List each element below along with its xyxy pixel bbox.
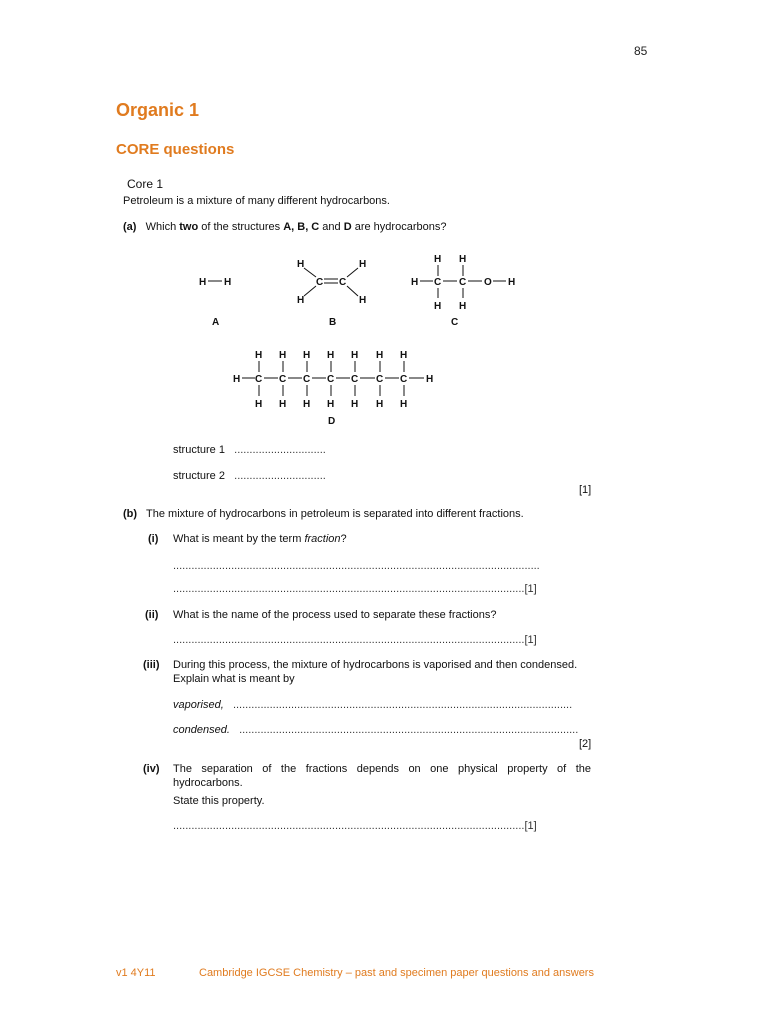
atom-h: H (434, 301, 442, 312)
core-label: Core 1 (127, 177, 164, 191)
vaporised-label: vaporised, (173, 699, 224, 711)
page-title: Organic 1 (116, 100, 200, 120)
atom-h: H (233, 374, 241, 385)
question-b-i-q-end: ? (340, 533, 347, 545)
structure-2-answer[interactable]: .............................. (234, 470, 326, 482)
atom-c: C (327, 374, 335, 385)
bond (347, 286, 358, 296)
section-subtitle: CORE questions (116, 141, 235, 158)
atom-c: C (351, 374, 359, 385)
question-b-iv-text-3: State this property. (173, 795, 265, 807)
structure-b (297, 259, 366, 328)
structure-1-label: structure 1 (173, 444, 225, 456)
structure-label-a: A (212, 317, 220, 328)
structure-a (199, 277, 231, 328)
atom-h: H (400, 350, 408, 361)
question-intro: Petroleum is a mixture of many different hydrocarbons. (123, 195, 390, 207)
atom-h: H (426, 374, 434, 385)
structure-c (411, 254, 515, 328)
question-a-emph-two: two (179, 221, 199, 233)
question-b-iv-label: (iv) (143, 763, 160, 775)
atom-h: H (279, 399, 287, 410)
structures-diagram (0, 0, 768, 440)
structure-label-b: B (329, 317, 337, 328)
question-b-iii-text-2: Explain what is meant by (173, 673, 295, 685)
atom-h: H (327, 350, 335, 361)
question-b-iv-text-2: hydrocarbons. (173, 777, 243, 789)
atom-h: H (400, 399, 408, 410)
atom-c: C (303, 374, 311, 385)
atom-h: H (359, 259, 367, 270)
vaporised-line (173, 699, 572, 711)
atom-h: H (224, 277, 232, 288)
structure-label-c: C (451, 317, 459, 328)
vaporised-answer[interactable]: ............................................................................................................... (232, 699, 573, 711)
bond (304, 286, 316, 296)
question-b-i-label: (i) (148, 533, 159, 545)
atom-h: H (303, 399, 311, 410)
atom-c: C (316, 277, 324, 288)
question-b-iii-label: (iii) (143, 659, 160, 671)
atom-o: O (484, 277, 492, 288)
question-a-and: and (319, 221, 344, 233)
structure-1-line (173, 444, 326, 456)
question-a-text-mid: of the structures (198, 221, 284, 233)
question-b-i-term: fraction (304, 533, 341, 545)
page-number: 85 (634, 44, 648, 58)
question-a-letter-d: D (343, 221, 352, 233)
atom-h: H (255, 399, 263, 410)
question-b-iv-text-1: The separation of the fractions depends on one physical property of the (173, 763, 591, 775)
structure-2-label: structure 2 (173, 470, 225, 482)
structure-1-answer[interactable]: .............................. (234, 444, 326, 456)
question-b-ii-label: (ii) (145, 609, 159, 621)
atom-c: C (459, 277, 467, 288)
atom-h: H (327, 399, 335, 410)
atom-h: H (297, 259, 305, 270)
atom-h: H (199, 277, 207, 288)
atom-h: H (297, 295, 305, 306)
question-b-iii-text-1: During this process, the mixture of hydrocarbons is vaporised and then condensed. (173, 659, 578, 671)
footer-title: Cambridge IGCSE Chemistry – past and specimen paper questions and answers (199, 967, 594, 979)
answer-line-b-iv[interactable]: ...................................................................................................................[1] (173, 820, 537, 832)
mark-b-iii: [2] (579, 738, 592, 750)
question-b-label: (b) (123, 508, 138, 520)
question-a-letters: A, B, C (283, 221, 320, 233)
atom-c: C (434, 277, 442, 288)
atom-c: C (376, 374, 384, 385)
atom-c: C (255, 374, 263, 385)
condensed-label: condensed. (173, 724, 230, 736)
condensed-answer[interactable]: ............................................................................................................... (239, 724, 579, 736)
footer-version: v1 4Y11 (116, 967, 156, 979)
question-b-i-q: What is meant by the term (173, 533, 305, 545)
mark-a: [1] (579, 484, 592, 496)
question-b-i-text (173, 533, 347, 545)
atom-h: H (351, 399, 359, 410)
atom-h: H (351, 350, 359, 361)
atom-h: H (255, 350, 263, 361)
question-b (123, 508, 524, 520)
question-b-text: The mixture of hydrocarbons in petroleum is separated into different fractions. (146, 508, 524, 520)
atom-c: C (400, 374, 408, 385)
question-a-label: (a) (123, 221, 137, 233)
answer-line-b-i-2[interactable]: ...................................................................................................................[1] (173, 583, 537, 595)
question-b-ii-text: What is the name of the process used to separate these fractions? (173, 609, 497, 621)
atom-h: H (459, 254, 467, 265)
atom-h: H (303, 350, 311, 361)
atom-h: H (434, 254, 442, 265)
atom-c: C (279, 374, 287, 385)
bond (347, 268, 358, 277)
answer-line-b-i-1[interactable]: ........................................................................................................................ (173, 560, 540, 572)
atom-h: H (279, 350, 287, 361)
structure-2-line (173, 470, 326, 482)
condensed-line (173, 724, 578, 736)
structure-label-d: D (328, 416, 336, 427)
atom-h: H (376, 350, 384, 361)
answer-line-b-ii[interactable]: ...................................................................................................................[1] (173, 634, 537, 646)
atom-h: H (508, 277, 516, 288)
atom-h: H (459, 301, 467, 312)
atom-h: H (411, 277, 419, 288)
question-a-text: Which (145, 221, 180, 233)
atom-h: H (376, 399, 384, 410)
bond (304, 268, 316, 277)
structure-d (233, 350, 433, 427)
atom-h: H (359, 295, 367, 306)
atom-c: C (339, 277, 347, 288)
question-a-text-end: are hydrocarbons? (351, 221, 447, 233)
